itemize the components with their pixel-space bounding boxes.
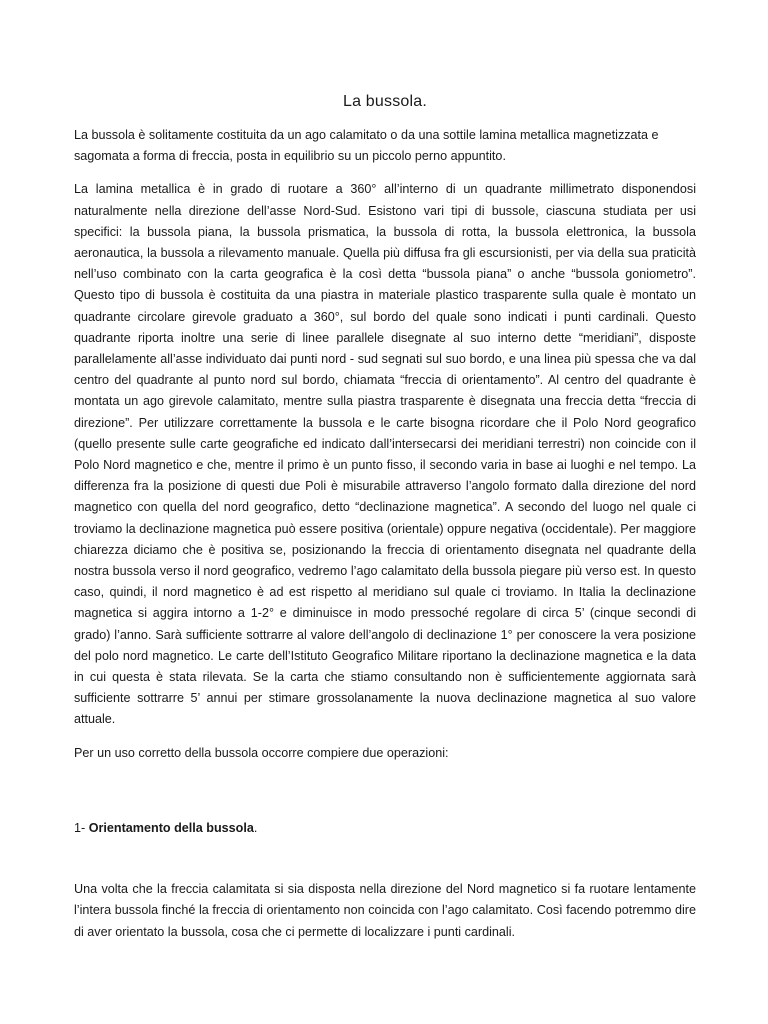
section-heading-orientation (74, 818, 696, 839)
paragraph-operations: Per un uso corretto della bussola occorre compiere due operazioni: (74, 745, 449, 760)
document-page (74, 93, 696, 955)
section-number: 1- (74, 820, 89, 835)
paragraph-intro: La bussola è solitamente costituita da un ago calamitato o da una sottile lamina metallica magnetizzata e sagomata a forma di freccia, posta in equilibrio su un piccolo perno appuntito. (74, 128, 659, 164)
paragraph-orientation: Una volta che la freccia calamitata si sia disposta nella direzione del Nord magnetico si fa ruotare lentamente l’intera bussola finché la freccia di orientamento non coincida con l’ago calamitato. Così facendo potremmo dire di aver orientato la bussola, cosa che ci permette di localizzare i punti cardinali. (74, 882, 696, 939)
section-trailing: . (253, 820, 258, 835)
section-title: Orientamento della bussola (88, 820, 254, 835)
paragraph-description: La lamina metallica è in grado di ruotare a 360° all’interno di un quadrante millimetrato disponendosi naturalmente nella direzione dell’asse Nord-Sud. Esistono vari tipi di bussole, ciascuna studiata per usi specifici: la bussola piana, la bussola prismatica, la bussola di rotta, la bussola elettronica, la bussola aeronautica, la bussola a rilevamento manuale. Quella più diffusa fra gli escursionisti, per via della sua praticità nell’uso combinato con la carta geografica è la così detta “bussola piana” o anche “bussola goniometro”. Questo tipo di bussola è costituita da una piastra in materiale plastico trasparente sulla quale è montato un quadrante circolare girevole graduato a 360°, sul bordo del quale sono indicati i punti cardinali. Questo quadrante riporta inoltre una serie di linee parallele disegnate al suo interno dette “meridiani”, disposte parallelamente all’asse individuato dai punti nord - sud segnati sul suo bordo, e una linea più spessa che va dal centro del quadrante al punto nord sul bordo, chiamata “freccia di orientamento”. Al centro del quadrante è montata un ago girevole calamitato, mentre sulla piastra trasparente è disegnata una freccia detta “freccia di direzione”. Per utilizzare correttamente la bussola e le carte bisogna ricordare che il Polo Nord geografico (quello presente sulle carte geografiche ed indicato dall’intersecarsi dei meridiani terrestri) non coincide con il Polo Nord magnetico e che, mentre il primo è un punto fisso, il secondo varia in base ai luoghi e nel tempo. La differenza fra la posizione di questi due Poli è misurabile attraverso l’angolo formato dalla direzione del nord magnetico con quella del nord geografico, detto “declinazione magnetica”. A secondo del luogo nel quale ci troviamo la declinazione magnetica può essere positiva (orientale) oppure negativa (occidentale). Per maggiore chiarezza diciamo che è positiva se, posizionando la freccia di orientamento disegnata nel quadrante della nostra bussola verso il nord geografico, vedremo l’ago calamitato della bussola piegare più verso est. In questo caso, quindi, il nord magnetico è ad est rispetto al meridiano sul quale ci troviamo. In Italia la declinazione magnetica si aggira intorno a 1-2° e diminuisce in modo pressoché regolare di circa 5’ (cinque secondi di grado) l’anno. Sarà sufficiente sottrarre al valore dell’angolo di declinazione 1° per conoscere la vera posizione del polo nord magnetico. Le carte dell’Istituto Geografico Militare riportano la declinazione magnetica e la data in cui questa è stata rilevata. Se la carta che stiamo consultando non è sufficientemente aggiornata sarà sufficiente sottrarre 5’ annui per stimare grossolanamente la nuova declinazione magnetica al suo valore attuale. (74, 182, 696, 727)
document-title: La bussola. (342, 93, 428, 110)
